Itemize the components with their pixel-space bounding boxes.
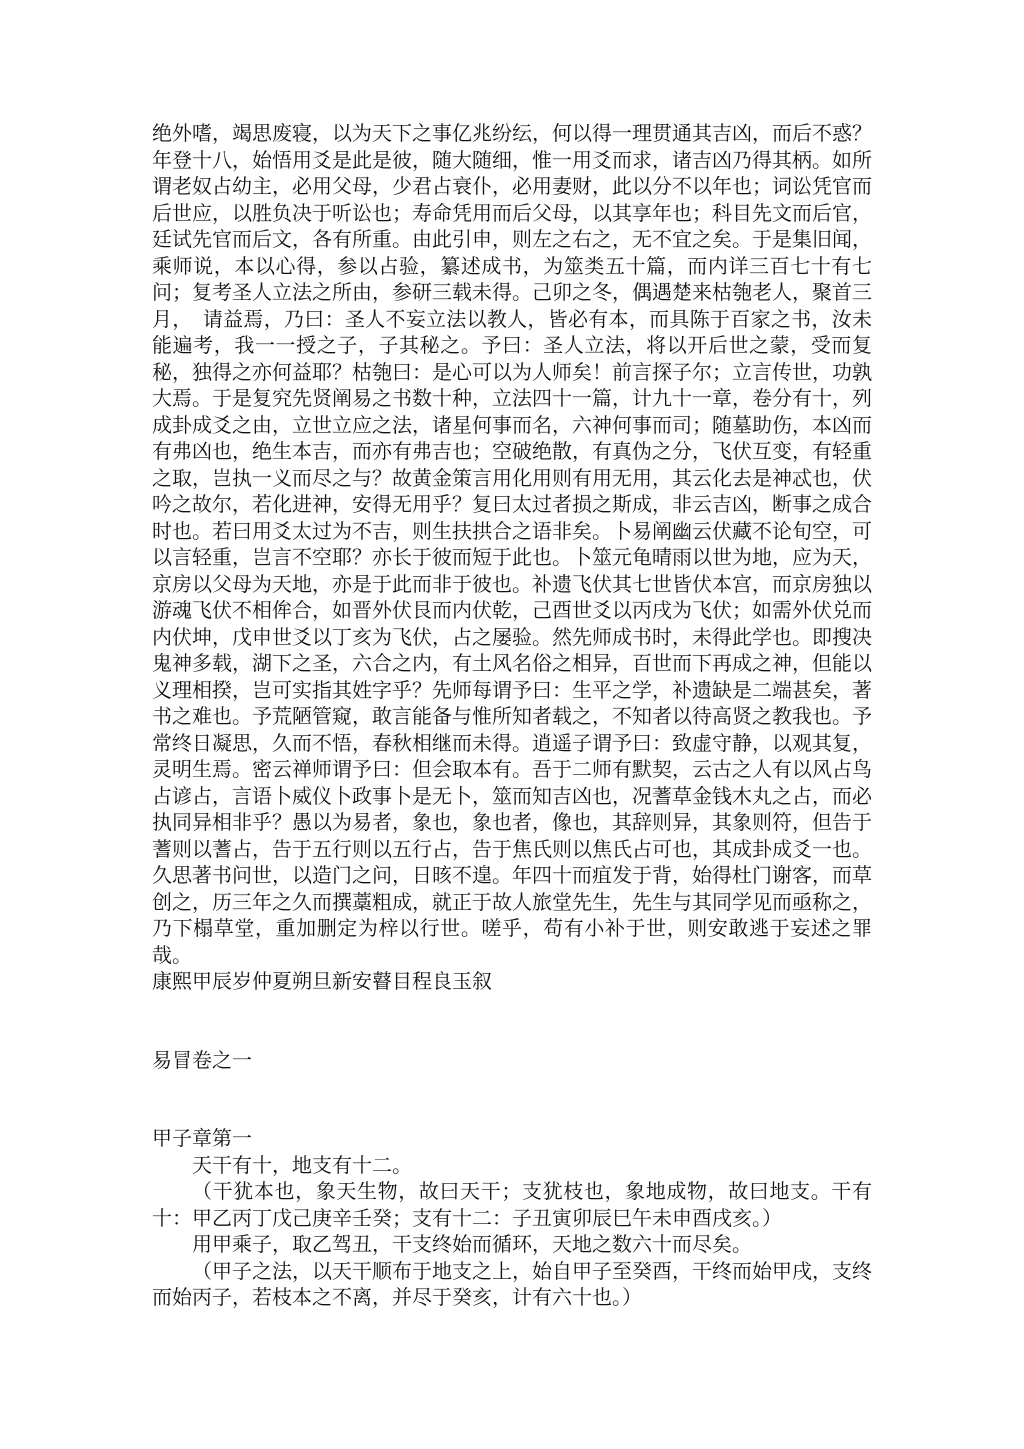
volume-title: 易冒卷之一 xyxy=(152,1047,252,1072)
preface-signature: 康熙甲辰岁仲夏朔旦新安瞽目程良玉叙 xyxy=(152,969,492,993)
document-page xyxy=(152,120,872,1311)
chapter-paragraph: （甲子之法，以天干顺布于地支之上，始自甲子至癸酉，干终而始甲戌，支终而始丙子，若枝本之不离，并尽于癸亥，计有六十也。） xyxy=(152,1258,872,1309)
preface-text: 绝外嗜，竭思废寝，以为天下之事亿兆纷纭，何以得一理贯通其吉凶，而后不惑？年登十八，始悟用爻是此是彼，随大随细，惟一用爻而求，诸吉凶乃得其柄。如所谓老奴占幼主，必用父母，少君占衰仆，必用妻财，此以分不以年也；词讼凭官而后世应，以胜负决于听讼也；寿命凭用而后父母，以其享年也；科目先文而后官，廷试先官而后文，各有所重。由此引申，则左之右之，无不宜之矣。于是集旧闻，乘师说，本以心得，参以占验，纂述成书，为筮类五十篇，而内详三百七十有七问；复考圣人立法之所由，参研三载未得。己卯之冬，偶遇楚来枯匏老人，聚首三月， 请益焉，乃曰：圣人不妄立法以教人，皆必有本，而具陈于百家之书，汝未能遍考，我一一授之子，子其秘之。予曰：圣人立法，将以开后世之蒙，受而复秘，独得之亦何益耶？枯匏曰：是心可以为人师矣！前言探子尔；立言传世，功孰大焉。于是复究先贤阐易之书数十种，立法四十一篇，计九十一章，卷分有十，列成卦成爻之由，立世立应之法，诸星何事而名，六神何事而司；随墓助伤，本凶而有弗凶也，绝生本吉，而亦有弗吉也；空破绝散，有真伪之分，飞伏互变，有轻重之取，岂执一义而尽之与？故黄金策言用化用则有用无用，其云化去是神忒也，伏吟之故尔，若化进神，安得无用乎？复曰太过者损之斯成，非云吉凶，断事之成合时也。若曰用爻太过为不吉，则生扶拱合之语非矣。卜易阐幽云伏藏不论旬空，可以言轻重，岂言不空耶？亦长于彼而短于此也。卜筮元龟晴雨以世为地，应为天，京房以父母为天地，亦是于此而非于彼也。补遗飞伏其七世皆伏本宫，而京房独以游魂飞伏不相侔合，如晋外伏艮而内伏乾，己酉世爻以丙戌为飞伏；如需外伏兑而内伏坤，戊申世爻以丁亥为飞伏，占之屡验。然先师成书时，未得此学也。即搜决鬼神多载，湖下之圣，六合之内，有土风名俗之相异，百世而下再成之神，但能以义理相揆，岂可实指其姓字乎？先师每谓予曰：生平之学，补遗缺是二端甚矣，著书之难也。予荒陋管窥，敢言能备与惟所知者载之，不知者以待高贤之教我也。予常终日凝思，久而不悟，春秋相继而未得。逍遥子谓予曰：致虚守静，以观其复，灵明生焉。密云禅师谓予曰：但会取本有。吾于二师有默契，云古之人有以风占鸟占谚占，言语卜威仪卜政事卜是无卜，筮而知吉凶也，况蓍草金钱木丸之占，而必执同异相非乎？愚以为易者，象也，象也者，像也，其辞则异，其象则符，但告于蓍则以蓍占，告于五行则以五行占，告于焦氏则以焦氏占可也，其成卦成爻一也。久思著书问世，以造门之问，日晐不遑。年四十而疽发于背，始得杜门谢客，而草创之，历三年之久而撰藁粗成，就正于故人旅堂先生，先生与其同学见而亟称之，乃下榻草堂，重加删定为梓以行世。嗟乎，苟有小补于世，则安敢逃于妄述之罪哉。 xyxy=(152,121,872,967)
chapter-paragraph: 天干有十，地支有十二。 xyxy=(192,1152,412,1177)
chapter-paragraph: 用甲乘子，取乙驾丑，干支终始而循环，天地之数六十而尽矣。 xyxy=(192,1232,752,1256)
chapter-body xyxy=(152,1152,872,1311)
chapter-title: 甲子章第一 xyxy=(152,1126,252,1150)
chapter-paragraph: （干犹本也，象天生物，故曰天干；支犹枝也，象地成物，故曰地支。干有十：甲乙丙丁戊己庚辛壬癸；支有十二：子丑寅卯辰巳午未申酉戌亥。） xyxy=(152,1179,872,1230)
